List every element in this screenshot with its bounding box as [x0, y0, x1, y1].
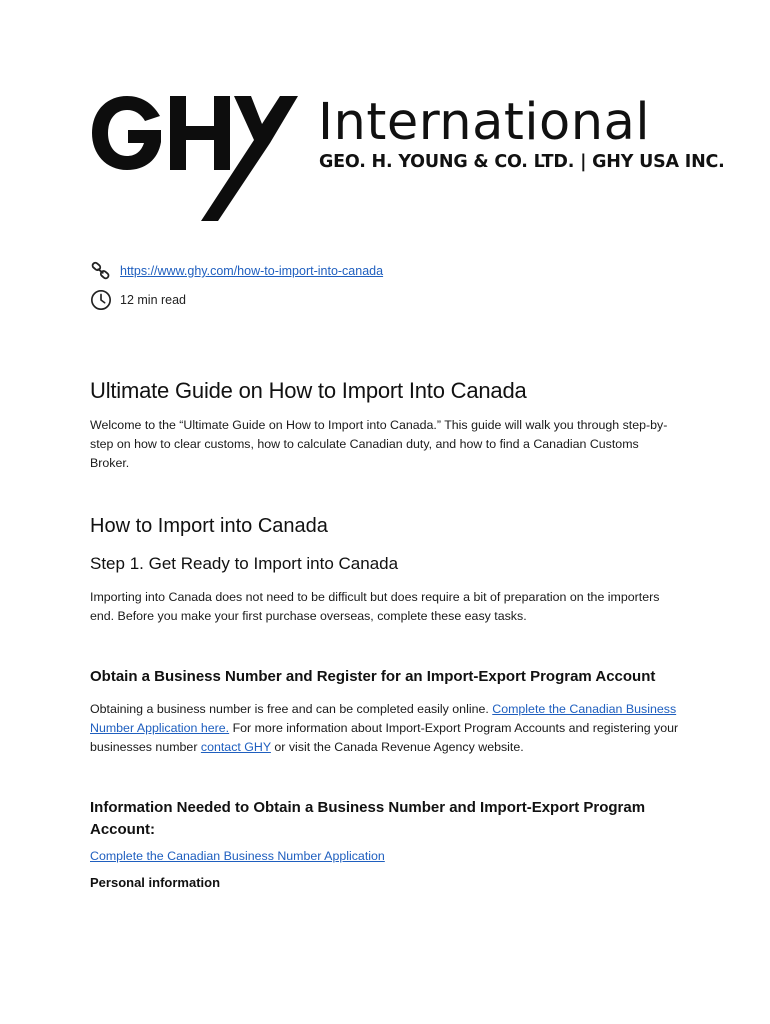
info-heading: Information Needed to Obtain a Business Number and Import-Export Program Account: [90, 799, 646, 838]
logo-wordmark: International [318, 93, 650, 152]
read-time-label: 12 min read [120, 293, 187, 307]
section-heading: How to Import into Canada [90, 515, 328, 537]
step1-heading: Step 1. Get Ready to Import into Canada [90, 554, 399, 573]
page-title: Ultimate Guide on How to Import Into Canada [90, 378, 527, 403]
contact-ghy-link[interactable]: contact GHY [200, 740, 271, 754]
application-link-row [90, 849, 680, 863]
company-logo [90, 88, 725, 228]
obtain-heading: Obtain a Business Number and Register for an Import-Export Program Account [90, 668, 656, 685]
complete-application-link[interactable]: Complete the Canadian Business Number Application [90, 849, 385, 863]
personal-info-label: Personal information [90, 875, 221, 890]
ghy-logo-mark [90, 88, 305, 223]
step1-paragraph: Importing into Canada does not need to be difficult but does require a bit of preparation on the importers end. Before you make your first purchase overseas, complete these easy tasks. [90, 590, 660, 623]
read-time-row [90, 289, 186, 311]
obtain-text-2: For more information about Import-Export Program Accounts and registering your businesses number [90, 721, 679, 754]
obtain-text-3: or visit the Canada Revenue Agency website. [270, 740, 524, 754]
obtain-text-1: Obtaining a business number is free and can be completed easily online. [90, 702, 493, 716]
clock-icon [90, 289, 112, 311]
article-content [90, 378, 680, 890]
article-url-link[interactable]: https://www.ghy.com/how-to-import-into-canada [120, 264, 384, 278]
intro-paragraph: Welcome to the “Ultimate Guide on How to Import into Canada.” This guide will walk you through step-by-step on how to clear customs, how to calculate Canadian duty, and how to find a Canadian Customs Broker. [90, 418, 668, 470]
link-icon [90, 260, 112, 282]
logo-subtitle: GEO. H. YOUNG & CO. LTD. | GHY USA INC. [319, 152, 725, 172]
url-row [90, 260, 383, 282]
obtain-paragraph [90, 700, 680, 757]
business-number-application-link[interactable]: Complete the Canadian Business Number Application here. [90, 702, 677, 735]
